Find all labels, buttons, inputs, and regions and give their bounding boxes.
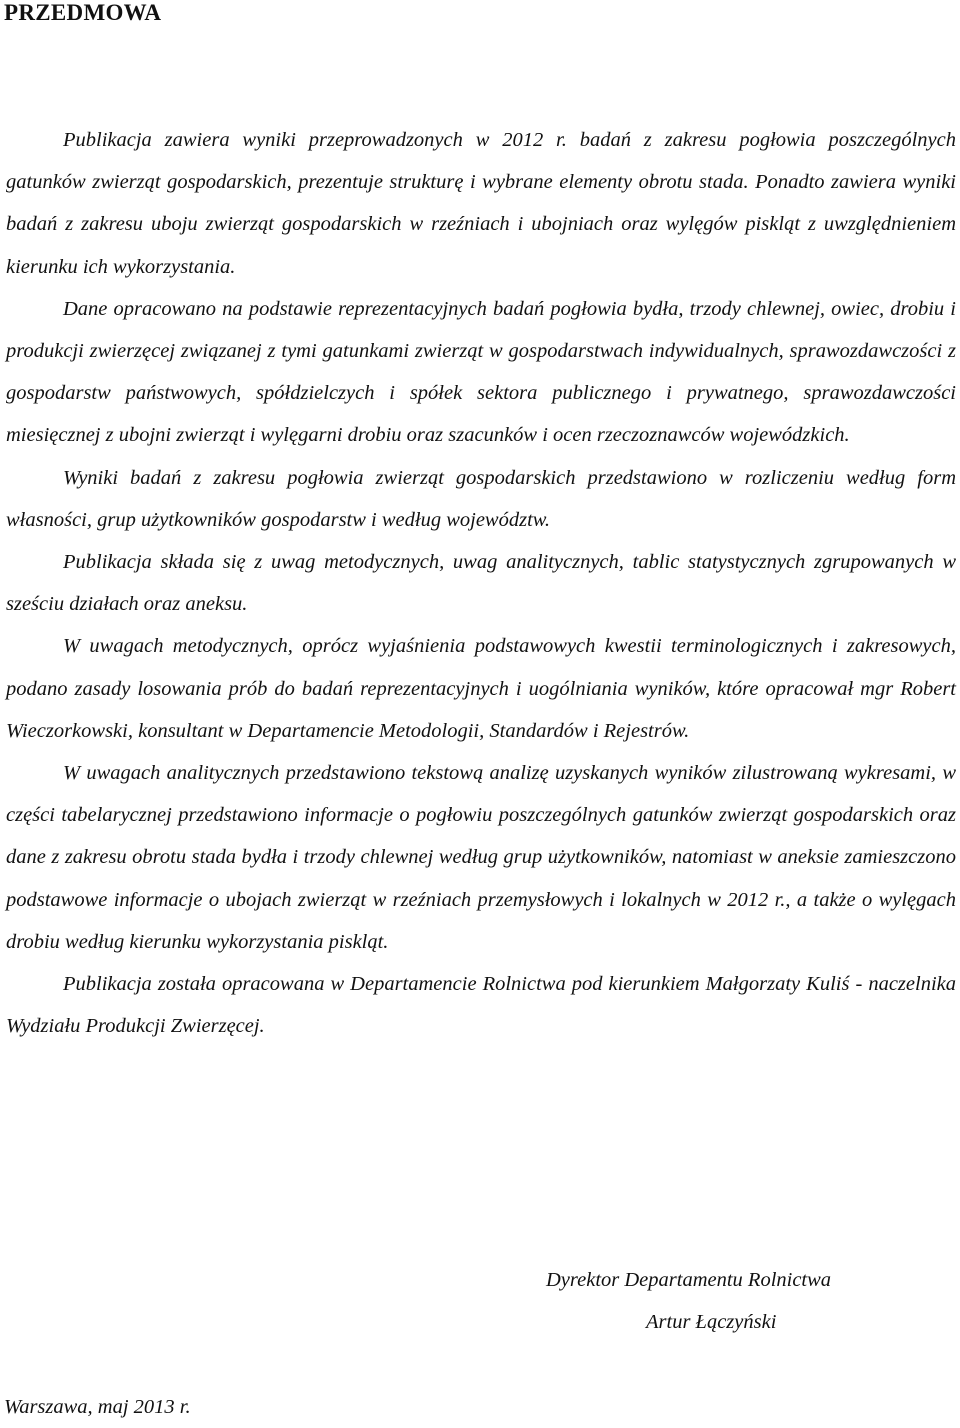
preface-body	[6, 119, 956, 1047]
paragraph-1: Publikacja zawiera wyniki przeprowadzonych w 2012 r. badań z zakresu pogłowia poszczególnych gatunków zwierząt gospodarskich, prezentuje strukturę i wybrane elementy obrotu stada. Ponadto zawiera wyniki badań z zakresu uboju zwierząt gospodarskich w rzeźniach i ubojniach oraz wylęgów piskląt z uwzględnieniem kierunku ich wykorzystania.	[6, 129, 956, 278]
signature-title: Dyrektor Departamentu Rolnictwa	[546, 1269, 832, 1291]
paragraph-2: Dane opracowano na podstawie reprezentacyjnych badań pogłowia bydła, trzody chlewnej, owiec, drobiu i produkcji zwierzęcej związanej z tymi gatunkami zwierząt w gospodarstwach indywidualnych, sprawozdawczości z gospodarstw państwowych, spółdzielczych i spółek sektora publicznego i prywatnego, sprawozdawczości miesięcznej z ubojni zwierząt i wylęgarni drobiu oraz szacunków i ocen rzeczoznawców wojewódzkich.	[6, 297, 956, 447]
heading: PRZEDMOWA	[4, 0, 162, 25]
place-date: Warszawa, maj 2013 r.	[4, 1396, 191, 1418]
paragraph-3: Wyniki badań z zakresu pogłowia zwierząt gospodarskich przedstawiono w rozliczeniu według form własności, grup użytkowników gospodarstw i według województw.	[6, 466, 956, 531]
paragraph-7: Publikacja została opracowana w Departamencie Rolnictwa pod kierunkiem Małgorzaty Kuliś - naczelnika Wydziału Produkcji Zwierzęcej.	[6, 973, 956, 1038]
signature-name: Artur Łączyński	[646, 1311, 777, 1333]
paragraph-4: Publikacja składa się z uwag metodycznych, uwag analitycznych, tablic statystycznych zgrupowanych w sześciu działach oraz aneksu.	[6, 551, 956, 616]
paragraph-6: W uwagach analitycznych przedstawiono tekstową analizę uzyskanych wyników zilustrowaną wykresami, w części tabelarycznej przedstawiono informacje o pogłowiu poszczególnych gatunków zwierząt gospodarskich oraz dane z zakresu obrotu stada bydła i trzody chlewnej według grup użytkowników, natomiast w aneksie zamieszczono podstawowe informacje o ubojach zwierząt w rzeźniach przemysłowych i lokalnych w 2012 r., a także o wylęgach drobiu według kierunku wykorzystania piskląt.	[6, 762, 956, 953]
paragraph-5: W uwagach metodycznych, oprócz wyjaśnienia podstawowych kwestii terminologicznych i zakresowych, podano zasady losowania prób do badań reprezentacyjnych i uogólniania wyników, które opracował mgr Robert Wieczorkowski, konsultant w Departamencie Metodologii, Standardów i Rejestrów.	[6, 635, 956, 742]
